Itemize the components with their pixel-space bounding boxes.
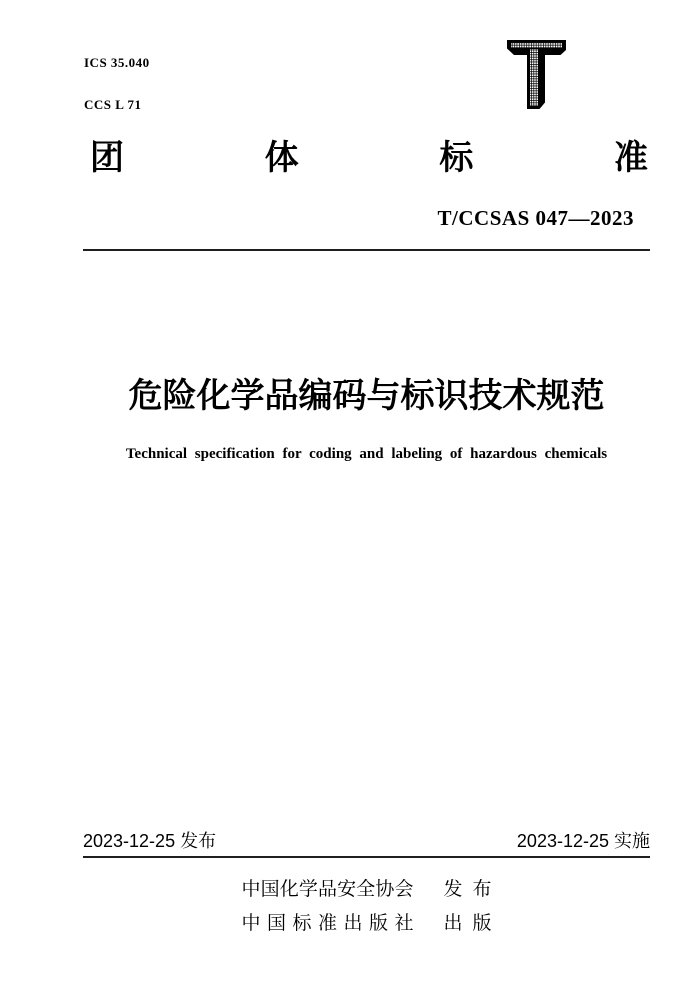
standard-type-char: 团 (90, 139, 124, 177)
publisher-block (83, 874, 650, 935)
publisher-action: 发 布 (443, 879, 492, 900)
press-row (242, 908, 492, 935)
press-action: 出 版 (443, 913, 492, 934)
standard-t-logo-icon (507, 40, 567, 110)
document-title-cn: 危险化学品编码与标识技术规范 (128, 377, 605, 415)
standard-type-char: 标 (439, 139, 474, 177)
publisher-org: 中国化学品安全协会 (241, 879, 414, 900)
header-rule (83, 249, 650, 251)
dates-row (83, 831, 650, 851)
standard-number: T/CCSAS 047—2023 (437, 206, 634, 230)
implement-date: 2023-12-25 实施 (516, 831, 650, 851)
issue-date: 2023-12-25 发布 (83, 831, 217, 851)
ics-code: ICS 35.040 (84, 55, 150, 70)
standard-type-char: 准 (613, 139, 648, 177)
standard-type-char: 体 (264, 139, 299, 177)
standard-type-heading (90, 141, 648, 175)
publisher-row (242, 874, 492, 901)
classification-codes (84, 28, 150, 140)
document-title-en: Technical specification for coding and labeling of hazardous chemicals (125, 446, 608, 462)
ccs-code: CCS L 71 (84, 97, 142, 112)
press-org: 中 国 标 准 出 版 社 (241, 913, 414, 934)
footer-rule (83, 856, 650, 858)
